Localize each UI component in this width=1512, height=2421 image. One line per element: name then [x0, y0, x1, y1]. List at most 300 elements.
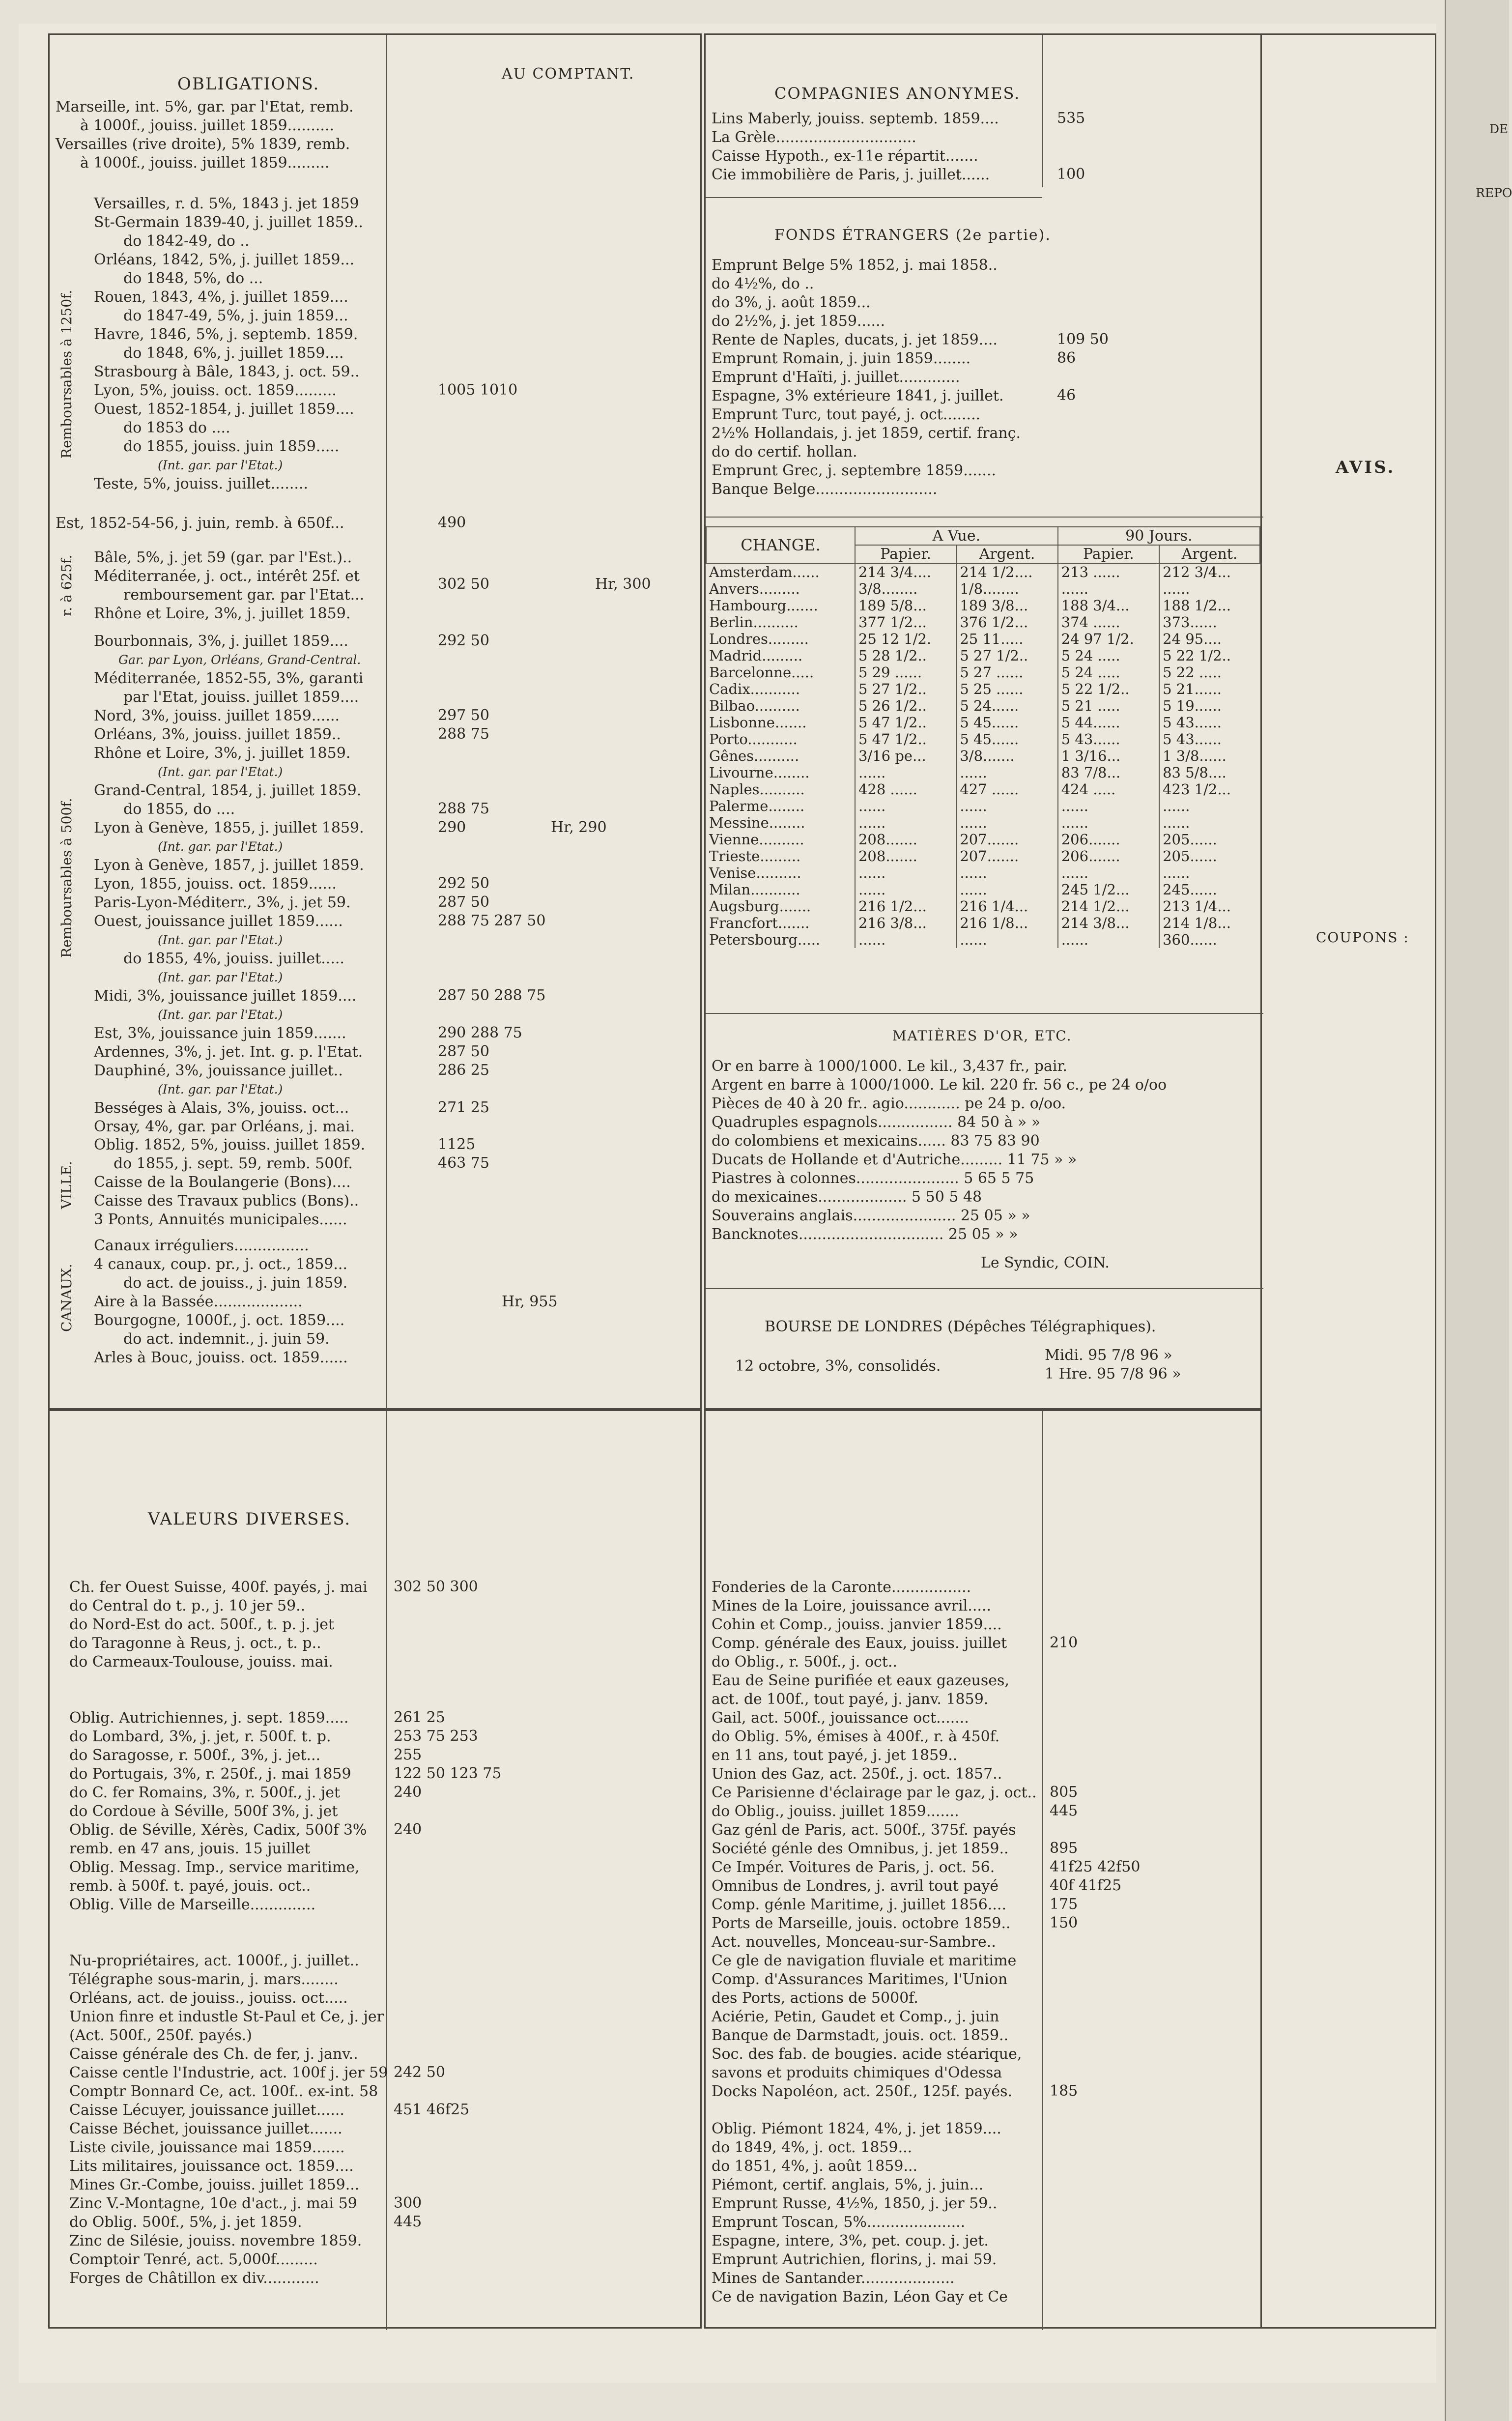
value-cell: 895: [1050, 1840, 1078, 1857]
list-item: Or en barre à 1000/1000. Le kil., 3,437 fr., pair.: [712, 1058, 1068, 1075]
rate-cell: 5 47 1/2..: [855, 714, 956, 731]
papier-header: Papier.: [855, 545, 956, 563]
rate-cell: 213 ......: [1058, 563, 1159, 580]
fonds-etrangers-header: FONDS ÉTRANGERS (2e partie).: [774, 227, 1051, 244]
list-item: Lyon, 1855, jouiss. oct. 1859......: [94, 875, 337, 893]
city-cell: Anvers.........: [709, 580, 800, 597]
list-item: Lyon, 5%, jouiss. oct. 1859.........: [94, 382, 337, 399]
valeurs-diverses-header: VALEURS DIVERSES.: [148, 1509, 351, 1529]
valeurs-diverses-pane-right: [704, 1410, 1262, 2329]
list-item: Oblig. Ville de Marseille..............: [69, 1896, 316, 1913]
city-cell: Messine........: [709, 814, 805, 831]
table-row: [706, 881, 1260, 898]
fonds-etrangers-list: [712, 256, 1021, 499]
rate-cell: 373......: [1159, 614, 1260, 631]
list-item: do Central do t. p., j. 10 jer 59..: [69, 1597, 306, 1614]
list-item: Emprunt d'Haïti, j. juillet.............: [712, 369, 960, 386]
list-item: Bâle, 5%, j. jet 59 (gar. par l'Est.)..: [94, 549, 352, 566]
list-item: Méditerranée, j. oct., intérêt 25f. et: [94, 568, 360, 585]
list-item: Banque de Darmstadt, jouis. oct. 1859..: [712, 2027, 1009, 2044]
list-item: Oblig. Piémont 1824, 4%, j. jet 1859....: [712, 2120, 1001, 2137]
rate-cell: 188 3/4...: [1058, 597, 1159, 614]
list-item: Omnibus de Londres, j. avril tout payé: [712, 1877, 999, 1895]
rate-cell: 376 1/2...: [956, 614, 1057, 631]
list-item: do Lombard, 3%, j. jet, r. 500f. t. p.: [69, 1728, 331, 1745]
list-item: Ouest, 1852-1854, j. juillet 1859....: [94, 401, 354, 418]
obligations-625-list: [94, 548, 364, 623]
value-med: 302 50: [438, 576, 489, 593]
value-cell: 240: [394, 1784, 422, 1801]
rate-cell: ......: [1058, 814, 1159, 831]
list-item: Caisse des Travaux publics (Bons)..: [94, 1192, 359, 1210]
value-cell: 287 50: [438, 893, 489, 911]
value-cell: 253 75 253: [394, 1728, 478, 1745]
table-row: [706, 614, 1260, 631]
value-cell: 290 288 75: [438, 1024, 522, 1041]
change-table: [706, 526, 1260, 948]
rate-cell: ......: [1058, 798, 1159, 814]
table-row: [706, 781, 1260, 798]
list-item: remb. à 500f. t. payé, jouis. oct..: [69, 1877, 311, 1895]
newspaper-sheet: [19, 24, 1436, 2383]
list-item: à 1000f., jouiss. juillet 1859.........: [80, 154, 330, 172]
compagnies-header: COMPAGNIES ANONYMES.: [774, 84, 1021, 103]
list-item: Piémont, certif. anglais, 5%, j. juin...: [712, 2176, 984, 2193]
bourse-londres-header: BOURSE DE LONDRES (Dépêches Télégraphiques).: [765, 1318, 1156, 1335]
rate-cell: ......: [956, 881, 1057, 898]
list-item: Grand-Central, 1854, j. juillet 1859.: [94, 782, 362, 799]
papier-header: Papier.: [1058, 545, 1159, 563]
list-item: Lyon à Genève, 1857, j. juillet 1859.: [94, 857, 364, 874]
value-cell: 297 50: [438, 707, 489, 724]
list-item: do Oblig. 5%, émises à 400f., r. à 450f.: [712, 1728, 1000, 1745]
city-cell: Hambourg.......: [709, 597, 818, 614]
list-item: Orléans, act. de jouiss., jouiss. oct.....: [69, 1989, 348, 2007]
list-item: do 1855, do ....: [123, 801, 235, 818]
list-item: Piastres à colonnes...................... 5 65 5 75: [712, 1170, 1034, 1187]
list-item: Midi, 3%, jouissance juillet 1859....: [94, 987, 357, 1005]
value-cell: 255: [394, 1746, 422, 1763]
list-item: do Saragosse, r. 500f., 3%, j. jet...: [69, 1747, 321, 1764]
rate-cell: 3/8.......: [956, 748, 1057, 764]
obligations-500-list: [94, 632, 364, 1136]
value-lyon: 1005 1010: [438, 381, 518, 399]
value-cell: 240: [394, 1821, 422, 1838]
list-item: St-Germain 1839-40, j. juillet 1859..: [94, 214, 363, 231]
city-cell: Porto...........: [709, 731, 798, 748]
list-item: Ouest, jouissance juillet 1859......: [94, 913, 343, 930]
list-item: Caisse Lécuyer, jouissance juillet......: [69, 2102, 344, 2119]
list-item: Espagne, 3% extérieure 1841, j. juillet.: [712, 387, 1004, 404]
value-cell: 287 50: [438, 1043, 489, 1060]
list-item: do colombiens et mexicains...... 83 75 83 90: [712, 1132, 1040, 1150]
table-row: [706, 848, 1260, 865]
list-item: Caisse générale des Ch. de fer, j. janv..: [69, 2046, 358, 2063]
list-item: 2½% Hollandais, j. jet 1859, certif. franç.: [712, 425, 1021, 442]
londres-heure: 1 Hre. 95 7/8 96 »: [1045, 1365, 1181, 1383]
table-row: [706, 831, 1260, 848]
rate-cell: 83 7/8...: [1058, 764, 1159, 781]
list-item: Rhône et Loire, 3%, j. juillet 1859.: [94, 745, 351, 762]
side-label-canaux: CANAUX.: [58, 1264, 75, 1332]
rate-cell: 189 5/8...: [855, 597, 956, 614]
rate-cell: 5 24 .....: [1058, 664, 1159, 681]
city-cell: Naples..........: [709, 781, 805, 798]
rate-cell: 24 95....: [1159, 631, 1260, 647]
list-item: Orléans, 1842, 5%, j. juillet 1859...: [94, 251, 355, 268]
list-item: Bancknotes............................... 25 05 » »: [712, 1226, 1018, 1243]
rate-cell: 5 21 .....: [1058, 697, 1159, 714]
value-cell: 445: [394, 2213, 422, 2230]
list-item: Ce Impér. Voitures de Paris, j. oct. 56.: [712, 1859, 995, 1876]
value-ville-1: 463 75: [438, 1154, 489, 1172]
list-item: Caisse Hypoth., ex-11e répartit.......: [712, 147, 978, 165]
list-note: (Int. gar. par l'Etat.): [158, 970, 283, 984]
rate-cell: 5 29 ......: [855, 664, 956, 681]
list-item: Ports de Marseille, jouis. octobre 1859..: [712, 1915, 1011, 1932]
rate-cell: 5 22 1/2..: [1058, 681, 1159, 697]
compagnies-pane: [704, 33, 1262, 1410]
list-item: Comp. d'Assurances Maritimes, l'Union: [712, 1971, 1008, 1988]
table-row: [706, 563, 1260, 580]
list-note: (Int. gar. par l'Etat.): [158, 1082, 283, 1096]
rate-cell: 5 22 .....: [1159, 664, 1260, 681]
table-row: [706, 714, 1260, 731]
side-label-remb500: Remboursables à 500f.: [58, 798, 75, 958]
list-item: do 1849, 4%, j. oct. 1859...: [712, 2139, 913, 2156]
value-cell: 288 75: [438, 725, 489, 743]
list-item: do 1855, 4%, jouiss. juillet.....: [123, 950, 344, 967]
value-med-h: Hr, 300: [595, 576, 651, 593]
rate-cell: 427 ......: [956, 781, 1057, 798]
table-row: [706, 915, 1260, 931]
rate-cell: 5 24 .....: [1058, 647, 1159, 664]
rate-cell: 206.......: [1058, 831, 1159, 848]
avis-header: AVIS.: [1336, 458, 1396, 477]
rate-cell: 214 1/8...: [1159, 915, 1260, 931]
table-row: [706, 697, 1260, 714]
list-item: Comptr Bonnard Ce, act. 100f.. ex-int. 58: [69, 2083, 378, 2100]
rate-cell: 5 28 1/2..: [855, 647, 956, 664]
list-item: do Nord-Est do act. 500f., t. p. j. jet: [69, 1616, 335, 1633]
next-column-pane: [1262, 33, 1436, 2329]
list-item: Lyon à Genève, 1855, j. juillet 1859.: [94, 819, 364, 836]
list-item: Comptoir Tenré, act. 5,000f.........: [69, 2251, 318, 2268]
side-rep-label: REPO: [1476, 186, 1512, 200]
rate-cell: ......: [1159, 865, 1260, 881]
rate-cell: 5 24......: [956, 697, 1057, 714]
list-item: do do certif. hollan.: [712, 443, 857, 461]
rate-cell: ......: [1058, 865, 1159, 881]
rate-cell: ......: [1159, 580, 1260, 597]
rate-cell: 207.......: [956, 831, 1057, 848]
rate-cell: ......: [956, 931, 1057, 948]
syndic-signature: Le Syndic, COIN.: [981, 1254, 1110, 1271]
city-cell: Bilbao..........: [709, 697, 800, 714]
rate-cell: 207.......: [956, 848, 1057, 865]
rate-cell: 205......: [1159, 831, 1260, 848]
value-cell: 445: [1050, 1802, 1078, 1819]
change-table-body: [706, 563, 1260, 948]
rate-cell: 188 1/2...: [1159, 597, 1260, 614]
list-item: do Oblig., jouiss. juillet 1859.......: [712, 1803, 959, 1820]
list-item: do Cordoue à Séville, 500f 3%, j. jet: [69, 1803, 338, 1820]
list-item: remb. en 47 ans, jouis. 15 juillet: [69, 1840, 311, 1857]
rate-cell: 24 97 1/2.: [1058, 631, 1159, 647]
value-cell: 292 50: [438, 632, 489, 649]
list-item: Emprunt Grec, j. septembre 1859.......: [712, 462, 996, 479]
list-item: Pièces de 40 à 20 fr.. agio............ pe 24 p. o/oo.: [712, 1095, 1066, 1112]
obligations-header: OBLIGATIONS.: [177, 74, 320, 94]
city-cell: Trieste.........: [709, 848, 801, 865]
table-row: [706, 647, 1260, 664]
rate-cell: 25 12 1/2.: [855, 631, 956, 647]
list-note: (Int. gar. par l'Etat.): [158, 765, 283, 779]
list-item: do Taragonne à Reus, j. oct., t. p..: [69, 1635, 321, 1652]
list-item: Gaz génl de Paris, act. 500f., 375f. payés: [712, 1821, 1016, 1839]
list-item: La Grèle..............................: [712, 129, 916, 146]
list-item: Nord, 3%, jouiss. juillet 1859......: [94, 707, 340, 724]
list-item: Souverains anglais...................... 25 05 » »: [712, 1207, 1030, 1224]
table-row: [706, 898, 1260, 915]
list-item: do 1855, j. sept. 59, remb. 500f.: [114, 1155, 353, 1172]
city-cell: Francfort.......: [709, 915, 810, 931]
city-cell: Petersbourg.....: [709, 931, 821, 948]
rate-cell: 25 11.....: [956, 631, 1057, 647]
rate-cell: 3/16 pe...: [855, 748, 956, 764]
rate-cell: ......: [956, 764, 1057, 781]
matieres-header: MATIÈRES D'OR, ETC.: [892, 1028, 1072, 1044]
list-item: Aire à la Bassée...................: [94, 1293, 303, 1310]
city-cell: Cadix...........: [709, 681, 800, 697]
table-row: [706, 631, 1260, 647]
value-cell: 242 50: [394, 2064, 445, 2081]
value-cell: 41f25 42f50: [1050, 1858, 1141, 1875]
value-cell: 287 50 288 75: [438, 987, 546, 1004]
value-cell: 210: [1050, 1634, 1078, 1651]
list-item: Société génle des Omnibus, j. jet 1859..: [712, 1840, 1009, 1857]
list-item: Emprunt Belge 5% 1852, j. mai 1858..: [712, 257, 998, 274]
table-row: [706, 597, 1260, 614]
list-item: savons et produits chimiques d'Odessa: [712, 2064, 1002, 2081]
list-item: Act. nouvelles, Monceau-sur-Sambre..: [712, 1933, 996, 1951]
list-item: Est, 3%, jouissance juin 1859.......: [94, 1025, 346, 1042]
list-item: Mines de Santander....................: [712, 2270, 955, 2287]
list-item: Ce gle de navigation fluviale et maritime: [712, 1952, 1017, 1969]
city-cell: Livourne........: [709, 764, 810, 781]
rate-cell: 5 45......: [956, 714, 1057, 731]
londres-date: 12 octobre, 3%, consolidés.: [735, 1357, 941, 1375]
list-item: Teste, 5%, jouiss. juillet........: [94, 475, 309, 492]
change-header: CHANGE.: [706, 527, 855, 563]
list-item: en 11 ans, tout payé, j. jet 1859..: [712, 1747, 958, 1764]
list-item: Canaux irréguliers................: [94, 1237, 309, 1254]
rate-cell: 83 5/8....: [1159, 764, 1260, 781]
rate-cell: ......: [855, 814, 956, 831]
rate-cell: 5 21......: [1159, 681, 1260, 697]
list-item: [69, 1672, 388, 1690]
rate-cell: 212 3/4...: [1159, 563, 1260, 580]
list-item: Cie immobilière de Paris, j. juillet......: [712, 166, 990, 183]
londres-midi: Midi. 95 7/8 96 »: [1045, 1347, 1172, 1364]
list-item: Dauphiné, 3%, jouissance juillet..: [94, 1062, 343, 1079]
list-item: Oblig. Autrichiennes, j. sept. 1859.....: [69, 1709, 349, 1727]
value-est: 490: [438, 514, 466, 531]
city-cell: Venise..........: [709, 865, 801, 881]
rate-cell: 214 3/8...: [1058, 915, 1159, 931]
list-item: do C. fer Romains, 3%, r. 500f., j. jet: [69, 1784, 341, 1801]
city-cell: Palerme........: [709, 798, 805, 814]
rate-cell: 205......: [1159, 848, 1260, 865]
list-item: Ce Parisienne d'éclairage par le gaz, j. oct..: [712, 1784, 1037, 1801]
est-label: Est, 1852-54-56, j. juin, remb. à 650f...: [56, 515, 344, 532]
list-item: [712, 2101, 1037, 2120]
list-note: (Int. gar. par l'Etat.): [158, 458, 283, 472]
list-item: do 1842-49, do ..: [123, 232, 250, 250]
table-row: [706, 814, 1260, 831]
list-item: Oblig. de Séville, Xérès, Cadix, 500f 3%: [69, 1821, 367, 1839]
rate-cell: ......: [956, 814, 1057, 831]
list-item: Marseille, int. 5%, gar. par l'Etat, remb.: [56, 98, 354, 115]
list-item: do 1847-49, 5%, j. juin 1859...: [123, 307, 348, 324]
value-cell: 109 50: [1057, 331, 1109, 348]
rate-cell: ......: [1058, 580, 1159, 597]
table-row: [706, 931, 1260, 948]
list-item: Mines de la Loire, jouissance avril.....: [712, 1597, 991, 1614]
rate-cell: 214 1/2...: [1058, 898, 1159, 915]
rate-cell: 5 22 1/2..: [1159, 647, 1260, 664]
value-cell: 86: [1057, 349, 1076, 367]
value-cell: 805: [1050, 1784, 1078, 1801]
list-item: Mines Gr.-Combe, jouiss. juillet 1859...: [69, 2176, 360, 2193]
valeurs-diverses-pane-left: [48, 1410, 702, 2329]
list-item: Gail, act. 500f., jouissance oct.......: [712, 1709, 969, 1727]
list-item: act. de 100f., tout payé, j. janv. 1859.: [712, 1691, 989, 1708]
rate-cell: 216 1/2...: [855, 898, 956, 915]
rate-cell: 360......: [1159, 931, 1260, 948]
list-item: Eau de Seine purifiée et eaux gazeuses,: [712, 1672, 1009, 1689]
side-label-ville: VILLE.: [58, 1161, 75, 1209]
value-cell: 535: [1057, 110, 1085, 127]
list-item: Zinc de Silésie, jouiss. novembre 1859.: [69, 2232, 362, 2249]
value-cell: 286 25: [438, 1062, 489, 1079]
list-item: Comp. générale des Eaux, jouiss. juillet: [712, 1635, 1007, 1652]
list-note: (Int. gar. par l'Etat.): [158, 933, 283, 947]
obligations-1250-list: [94, 195, 363, 493]
list-item: do 2½%, j. jet 1859......: [712, 313, 885, 330]
rate-cell: ......: [855, 865, 956, 881]
list-item: Versailles, r. d. 5%, 1843 j. jet 1859: [94, 195, 359, 212]
list-item: do act. indemnit., j. juin 59.: [123, 1330, 330, 1348]
list-item: do 1853 do ....: [123, 419, 230, 436]
list-item: Ce de navigation Bazin, Léon Gay et Ce: [712, 2288, 1008, 2306]
rate-cell: 5 43......: [1058, 731, 1159, 748]
list-item: Emprunt Romain, j. juin 1859........: [712, 350, 971, 367]
rate-cell: 1 3/8......: [1159, 748, 1260, 764]
side-de-label: DE: [1489, 122, 1509, 136]
side-label-r625: r. à 625f.: [58, 554, 75, 616]
list-item: Emprunt Autrichien, florins, j. mai 59.: [712, 2251, 997, 2268]
rate-cell: 5 27 1/2..: [855, 681, 956, 697]
list-item: do Oblig. 500f., 5%, j. jet 1859.: [69, 2214, 302, 2231]
ville-list: [94, 1136, 365, 1229]
list-item: Méditerranée, 1852-55, 3%, garanti: [94, 670, 364, 687]
list-item: Rhône et Loire, 3%, j. juillet 1859.: [94, 605, 351, 622]
list-item: Espagne, intere, 3%, pet. coup. j. jet.: [712, 2232, 989, 2249]
table-row: [706, 731, 1260, 748]
value-cell: 451 46f25: [394, 2101, 470, 2118]
list-item: Cohin et Comp., jouiss. janvier 1859....: [712, 1616, 1002, 1633]
rate-cell: ......: [1159, 814, 1260, 831]
rate-cell: 245......: [1159, 881, 1260, 898]
table-row: [706, 580, 1260, 597]
rate-cell: 5 45......: [956, 731, 1057, 748]
rate-cell: 208.......: [855, 848, 956, 865]
value-cell: 122 50 123 75: [394, 1765, 502, 1782]
rate-cell: 214 1/2....: [956, 563, 1057, 580]
rate-cell: 245 1/2...: [1058, 881, 1159, 898]
coupons-header: COUPONS :: [1316, 929, 1409, 946]
city-cell: Madrid.........: [709, 647, 803, 664]
rate-cell: ......: [1058, 931, 1159, 948]
au-comptant-header: AU COMPTANT.: [502, 65, 635, 83]
list-item: do 1848, 6%, j. juillet 1859....: [123, 345, 344, 362]
side-label-remb1250: Remboursables à 1250f.: [58, 289, 75, 459]
list-item: Emprunt Turc, tout payé, j. oct........: [712, 406, 981, 423]
adjacent-page-edge: [1445, 0, 1512, 2421]
rate-cell: 1 3/16...: [1058, 748, 1159, 764]
table-row: [706, 748, 1260, 764]
list-item: Paris-Lyon-Méditerr., 3%, j. jet 59.: [94, 894, 351, 911]
list-item: Union finre et industle St-Paul et Ce, j. jer: [69, 2008, 384, 2025]
list-item: do 4½%, do ..: [712, 275, 814, 292]
list-item: [69, 1933, 388, 1952]
list-item: des Ports, actions de 5000f.: [712, 1989, 918, 2007]
list-item: Versailles (rive droite), 5% 1839, remb.: [56, 136, 350, 153]
city-cell: Lisbonne.......: [709, 714, 807, 731]
list-item: Havre, 1846, 5%, j. septemb. 1859.: [94, 326, 358, 343]
list-item: Aciérie, Petin, Gaudet et Comp., j. juin: [712, 2008, 999, 2025]
change-table-wrap: [706, 526, 1260, 948]
list-item: Lins Maberly, jouiss. septemb. 1859....: [712, 110, 999, 127]
value-cell: 271 25: [438, 1099, 489, 1116]
value-cell: 175: [1050, 1896, 1078, 1913]
list-item: Arles à Bouc, jouiss. oct. 1859......: [94, 1349, 348, 1366]
rate-cell: 216 1/4...: [956, 898, 1057, 915]
rate-cell: ......: [855, 798, 956, 814]
list-item: Bourbonnais, 3%, j. juillet 1859....: [94, 633, 348, 650]
value-cell: 261 25: [394, 1709, 445, 1726]
list-item: Banque Belge..........................: [712, 481, 938, 498]
table-row: [706, 764, 1260, 781]
rate-cell: 208.......: [855, 831, 956, 848]
list-note: (Int. gar. par l'Etat.): [158, 839, 283, 854]
table-row: [706, 664, 1260, 681]
list-item: [69, 1690, 388, 1709]
rate-cell: 5 27 ......: [956, 664, 1057, 681]
rate-cell: 423 1/2...: [1159, 781, 1260, 798]
list-item: Oblig. 1852, 5%, jouiss. juillet 1859.: [94, 1136, 366, 1153]
list-item: Emprunt Russe, 4½%, 1850, j. jer 59..: [712, 2195, 998, 2212]
rate-cell: 216 1/8...: [956, 915, 1057, 931]
rate-cell: 5 27 1/2..: [956, 647, 1057, 664]
rate-cell: 428 ......: [855, 781, 956, 798]
list-item: Quadruples espagnols................ 84 50 à » »: [712, 1114, 1041, 1131]
city-cell: Amsterdam......: [709, 564, 820, 580]
list-note: Gar. par Lyon, Orléans, Grand-Central.: [118, 653, 361, 667]
list-item: Ch. fer Ouest Suisse, 400f. payés, j. mai: [69, 1579, 368, 1596]
list-item: Rouen, 1843, 4%, j. juillet 1859....: [94, 288, 348, 306]
